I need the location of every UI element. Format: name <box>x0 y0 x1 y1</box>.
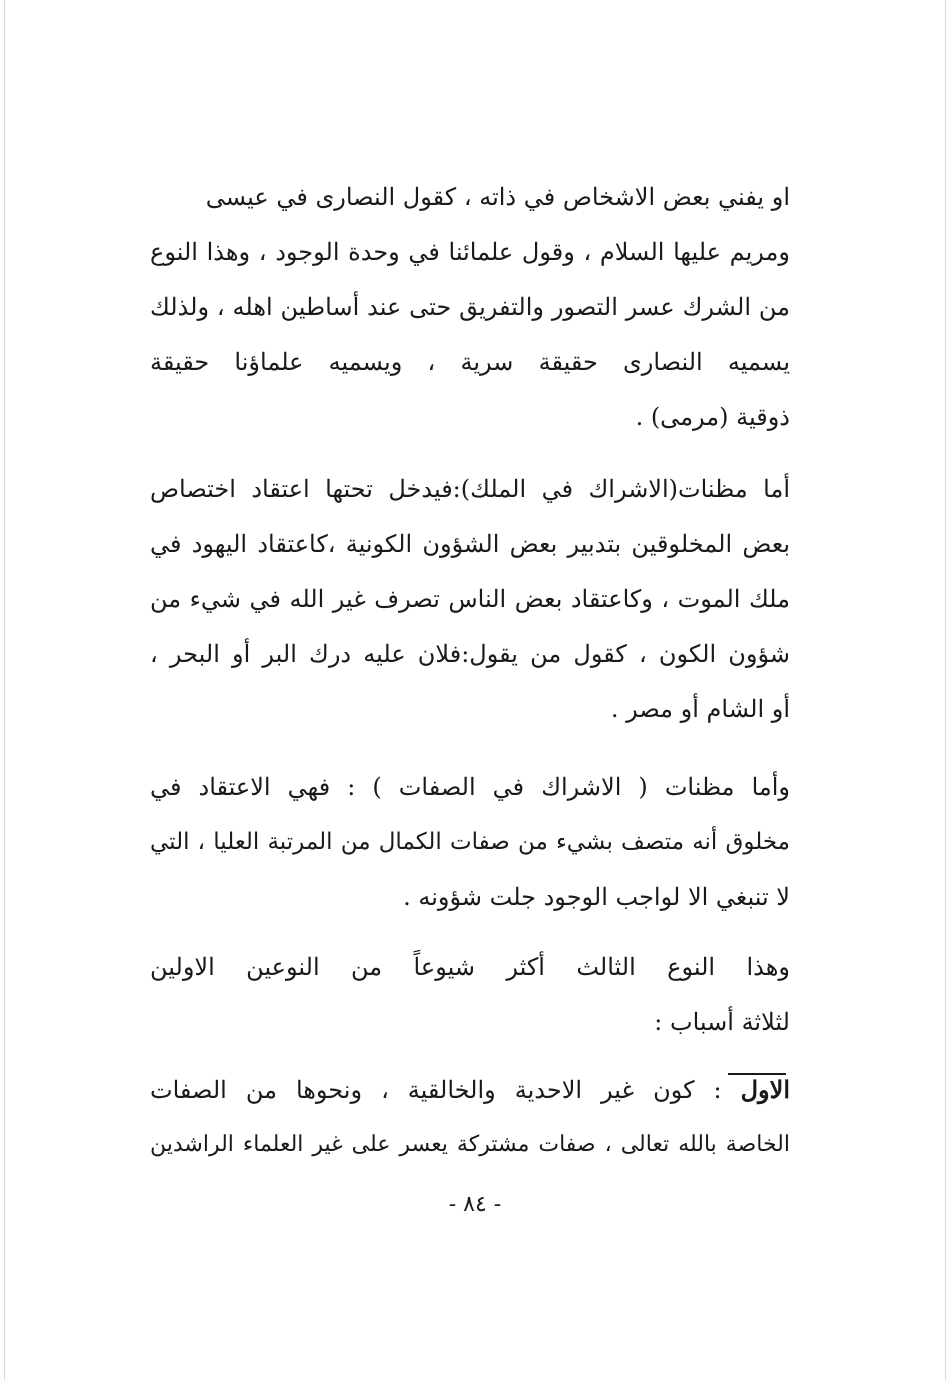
paragraph-line: بعض المخلوقين بتدبير بعض الشؤون الكونية ،كاعتقاد اليهود في <box>150 530 790 558</box>
paragraph-line <box>150 1062 790 1117</box>
label-overline <box>728 1073 786 1075</box>
paragraph-3 <box>150 760 790 925</box>
paragraph-4 <box>150 940 790 1050</box>
paragraph-1 <box>150 170 790 445</box>
paragraph-line: ومريم عليها السلام ، وقول علمائنا في وحدة الوجود ، وهذا النوع <box>150 238 790 266</box>
paragraph-line: او يفني بعض الاشخاص في ذاته ، كقول النصارى في عيسى <box>205 183 790 211</box>
paragraph-5 <box>150 1062 790 1172</box>
paragraph-line: يسميه النصارى حقيقة سرية ، ويسميه علماؤنا حقيقة <box>150 348 790 376</box>
paragraph-line: الخاصة بالله تعالى ، صفات مشتركة يعسر على غير العلماء الراشدين <box>150 1132 790 1157</box>
paragraph-line: شؤون الكون ، كقول من يقول:فلان عليه درك البر أو البحر ، <box>150 640 790 668</box>
scan-edge-right <box>945 0 946 1380</box>
paragraph-line: من الشرك عسر التصور والتفريق حتى عند أساطين اهله ، ولذلك <box>150 293 790 321</box>
paragraph-line: لثلاثة أسباب : <box>654 1008 790 1036</box>
paragraph-line: أو الشام أو مصر . <box>610 695 790 723</box>
paragraph-line: أما مظنات(الاشراك في الملك):فيدخل تحتها اعتقاد اختصاص <box>150 475 790 503</box>
scan-edge-left <box>4 0 5 1380</box>
paragraph-line: وهذا النوع الثالث أكثر شيوعاً من النوعين الاولين <box>150 953 790 981</box>
paragraph-line: لا تنبغي الا لواجب الوجود جلت شؤونه . <box>403 883 790 911</box>
paragraph-line: ملك الموت ، وكاعتقاد بعض الناس تصرف غير الله في شيء من <box>150 585 790 613</box>
paragraph-line: وأما مظنات ( الاشراك في الصفات ) : فهي الاعتقاد في <box>150 773 790 801</box>
paragraph-line-text: : كون غير الاحدية والخالقية ، ونحوها من الصفات <box>150 1076 722 1104</box>
paragraph-line: ذوقية (مرمى) . <box>635 403 790 431</box>
page-number: - ٨٤ - <box>448 1192 502 1217</box>
paragraph-line: مخلوق أنه متصف بشيء من صفات الكمال من المرتبة العليا ، التي <box>150 829 790 855</box>
paragraph-2 <box>150 462 790 737</box>
section-label-first: الاول <box>740 1075 790 1104</box>
